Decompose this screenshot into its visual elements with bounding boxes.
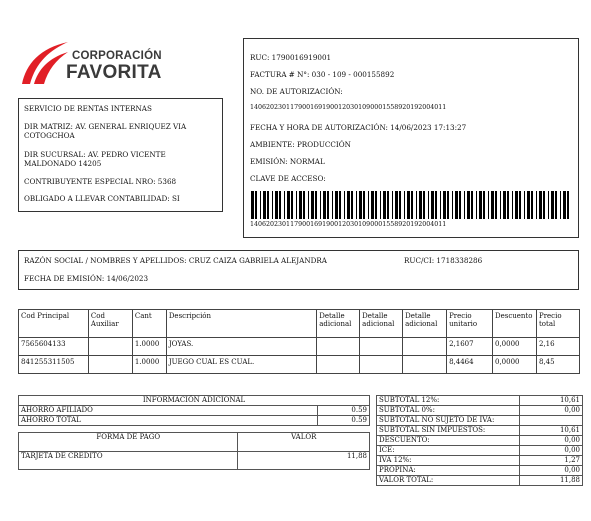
- table-row: [377, 426, 583, 436]
- corporacion-favorita-logo: [20, 38, 180, 88]
- cell-cod-principal: 841255311505: [19, 356, 89, 374]
- col-descripcion: Descripción: [166, 310, 316, 338]
- invoice-auth-label: NO. DE AUTORIZACIÓN:: [250, 87, 343, 96]
- cell-descripcion: JUEGO CUAL ES CUAL.: [166, 356, 316, 374]
- cell-detalle-2: [360, 338, 403, 356]
- details-table: [18, 309, 580, 374]
- total-value: 10,61: [519, 396, 582, 406]
- cell-cod-principal: 7565604133: [19, 338, 89, 356]
- table-row: [377, 416, 583, 426]
- cell-cod-auxiliar: [88, 356, 132, 374]
- total-label: ICE:: [377, 446, 520, 456]
- table-row: [19, 356, 580, 374]
- col-detalle-3: Detalle adicional: [403, 310, 447, 338]
- invoice-auth-date: FECHA Y HORA DE AUTORIZACIÓN: 14/06/2023 17:13:27: [250, 123, 467, 132]
- cell-cant: 1.0000: [132, 356, 166, 374]
- cell-descuento: 0,0000: [493, 338, 537, 356]
- details-header-row: [19, 310, 580, 338]
- totals-table: [376, 395, 583, 486]
- invoice-info-box: [243, 38, 579, 238]
- col-cant: Cant: [132, 310, 166, 338]
- cell-detalle-3: [403, 356, 447, 374]
- total-label: SUBTOTAL NO SUJETO DE IVA:: [377, 416, 520, 426]
- total-value: 1,27: [519, 456, 582, 466]
- table-row: [19, 406, 370, 416]
- total-value: 0,00: [519, 436, 582, 446]
- cell-detalle-2: [360, 356, 403, 374]
- logo-line2: FAVORITA: [66, 62, 162, 83]
- client-fecha-emision: FECHA DE EMISIÓN: 14/06/2023: [24, 274, 149, 283]
- cell-precio-total: 8,45: [536, 356, 579, 374]
- total-value: 10,61: [519, 426, 582, 436]
- forma-pago-header-value: VALOR: [238, 433, 370, 452]
- invoice-auth-number: 1406202301179001691900120301090001558920192004011: [250, 104, 447, 111]
- issuer-dir-matriz: DIR MATRIZ: AV. GENERAL ENRIQUEZ VIA COTOGCHOA: [24, 122, 187, 140]
- table-row: [377, 436, 583, 446]
- cell-cant: 1.0000: [132, 338, 166, 356]
- cell-precio-unitario: 2,1607: [447, 338, 493, 356]
- info-value: 0.59: [318, 416, 370, 426]
- col-cod-auxiliar: Cod Auxiliar: [88, 310, 132, 338]
- info-adicional-title: INFORMACIÓN ADICIONAL: [19, 396, 370, 406]
- issuer-name: SERVICIO DE RENTAS INTERNAS: [24, 104, 152, 113]
- invoice-ruc: RUC: 1790016919001: [250, 53, 332, 62]
- forma-pago-header: [19, 433, 370, 452]
- issuer-obligado: OBLIGADO A LLEVAR CONTABILIDAD: SI: [24, 194, 180, 203]
- invoice-ambiente: AMBIENTE: PRODUCCIÓN: [250, 140, 351, 149]
- col-cod-principal: Cod Principal: [19, 310, 89, 338]
- table-row: [377, 396, 583, 406]
- cell-descripcion: JOYAS.: [166, 338, 316, 356]
- total-value: 11,88: [519, 476, 582, 486]
- total-label: VALOR TOTAL:: [377, 476, 520, 486]
- col-detalle-1: Detalle adicional: [317, 310, 360, 338]
- invoice-clave-number: 1406202301179001691900120301090001558920192004011: [250, 221, 447, 228]
- client-razon-social: RAZÓN SOCIAL / NOMBRES Y APELLIDOS: CRUZ CAIZA GABRIELA ALEJANDRA: [24, 256, 327, 265]
- forma-pago-label: TARJETA DE CREDITO: [19, 452, 238, 470]
- forma-pago-header-label: FORMA DE PAGO: [19, 433, 238, 452]
- total-value: 0,00: [519, 446, 582, 456]
- cell-precio-unitario: 8,4464: [447, 356, 493, 374]
- col-precio-total: Precio total: [536, 310, 579, 338]
- total-value: 0,00: [519, 466, 582, 476]
- cell-precio-total: 2,16: [536, 338, 579, 356]
- table-row: [19, 452, 370, 470]
- cell-detalle-1: [317, 356, 360, 374]
- cell-detalle-1: [317, 338, 360, 356]
- forma-pago-table: [18, 432, 370, 470]
- logo-line1: CORPORACIÓN: [72, 50, 162, 62]
- barcode-image: [249, 191, 575, 219]
- col-detalle-2: Detalle adicional: [360, 310, 403, 338]
- client-ruc-ci: RUC/CI: 1718338286: [404, 256, 483, 265]
- cell-descuento: 0,0000: [493, 356, 537, 374]
- table-row: [377, 476, 583, 486]
- invoice-number: FACTURA # N°: 030 - 109 - 000155892: [250, 70, 395, 79]
- total-value: 0,00: [519, 406, 582, 416]
- info-adicional-table: [18, 395, 370, 426]
- cell-cod-auxiliar: [88, 338, 132, 356]
- col-precio-unitario: Precio unitario: [447, 310, 493, 338]
- total-label: PROPINA:: [377, 466, 520, 476]
- issuer-dir-sucursal: DIR SUCURSAL: AV. PEDRO VICENTE MALDONADO 14205: [24, 150, 166, 168]
- info-label: AHORRO TOTAL: [19, 416, 318, 426]
- col-descuento: Descuento: [493, 310, 537, 338]
- cell-detalle-3: [403, 338, 447, 356]
- client-box: [18, 250, 579, 290]
- info-label: AHORRO AFILIADO: [19, 406, 318, 416]
- total-value: [519, 416, 582, 426]
- total-label: SUBTOTAL 12%:: [377, 396, 520, 406]
- info-adicional-header: [19, 396, 370, 406]
- table-row: [377, 446, 583, 456]
- issuer-contribuyente: CONTRIBUYENTE ESPECIAL NRO: 5368: [24, 177, 177, 186]
- info-value: 0.59: [318, 406, 370, 416]
- table-row: [19, 416, 370, 426]
- table-row: [377, 406, 583, 416]
- table-row: [377, 456, 583, 466]
- total-label: SUBTOTAL SIN IMPUESTOS:: [377, 426, 520, 436]
- total-label: IVA 12%:: [377, 456, 520, 466]
- forma-pago-value: 11,88: [238, 452, 370, 470]
- invoice-emision: EMISIÓN: NORMAL: [250, 157, 325, 166]
- table-row: [19, 338, 580, 356]
- invoice-clave-label: CLAVE DE ACCESO:: [250, 174, 326, 183]
- total-label: DESCUENTO:: [377, 436, 520, 446]
- issuer-box: [18, 98, 223, 212]
- table-row: [377, 466, 583, 476]
- total-label: SUBTOTAL 0%:: [377, 406, 520, 416]
- logo-swoosh-icon: [20, 38, 72, 86]
